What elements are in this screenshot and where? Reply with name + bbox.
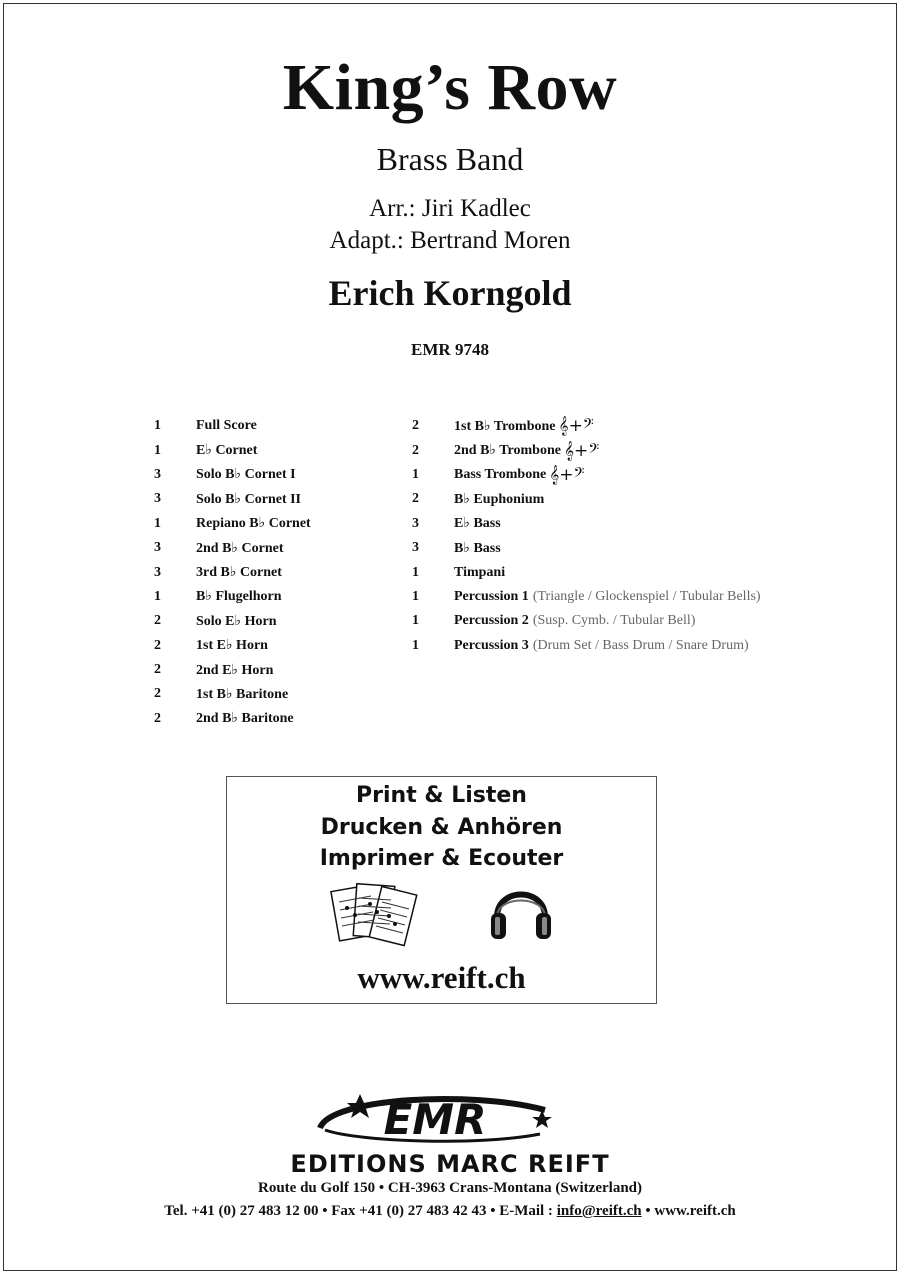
parts-list-right [412,414,761,658]
part-name: 3rd B♭ Cornet [196,565,282,581]
part-quantity: 1 [154,418,161,434]
adapter-credit: Adapt.: Bertrand Moren [329,227,571,254]
part-name: E♭ Cornet [196,443,258,459]
part-name: Percussion 1 [454,588,529,604]
part-name: 2nd B♭ Cornet [196,540,284,556]
piece-title: King’s Row [282,51,618,124]
part-quantity: 1 [412,637,419,653]
publisher-name: EDITIONS MARC REIFT [290,1150,610,1178]
part-row [412,536,761,560]
part-quantity: 3 [154,540,161,556]
part-row [412,463,761,487]
promo-line-german: Drucken & Anhören [320,815,563,840]
part-instrument-note: (Drum Set / Bass Drum / Snare Drum) [532,637,749,653]
composer-name: Erich Korngold [328,273,572,313]
part-name: Timpani [454,564,506,580]
emr-logo [310,1090,560,1150]
part-name: 2nd B♭ Trombone [454,443,561,459]
part-row [412,609,761,633]
part-row [154,658,311,682]
part-quantity: 2 [154,710,161,726]
part-row [154,536,311,560]
part-row [154,560,311,584]
part-row [154,707,311,731]
part-name: 1st B♭ Baritone [196,686,289,702]
part-name: Percussion 3 [454,637,529,653]
clef-icon: 𝄞+𝄢 [563,440,600,461]
part-instrument-note: (Triangle / Glockenspiel / Tubular Bells) [532,588,761,604]
part-row [154,634,311,658]
part-name: Full Score [196,418,257,434]
sheet-music-icon [325,880,420,950]
part-quantity: 2 [154,637,161,653]
part-row [154,414,311,438]
part-name: Solo B♭ Cornet II [196,491,301,507]
part-row [412,560,761,584]
part-name: Percussion 2 [454,613,529,629]
part-row [154,463,311,487]
emr-logo-text: EMR [383,1095,487,1144]
part-quantity: 2 [412,442,419,458]
part-row [412,414,761,438]
contact-prefix: Tel. +41 (0) 27 483 12 00 • Fax +41 (0) 27 483 42 43 • E-Mail : [164,1203,557,1219]
part-name: Repiano B♭ Cornet [196,516,311,532]
part-name: 1st B♭ Trombone [454,418,556,434]
part-quantity: 2 [412,491,419,507]
part-quantity: 1 [412,613,419,629]
part-row [154,512,311,536]
part-quantity: 1 [412,466,419,482]
part-quantity: 1 [412,588,419,604]
part-row [154,609,311,633]
part-quantity: 2 [154,662,161,678]
part-quantity: 2 [412,418,419,434]
clef-icon: 𝄞+𝄢 [549,464,585,485]
part-name: B♭ Euphonium [454,491,545,507]
part-quantity: 3 [154,564,161,580]
part-row [154,487,311,511]
part-row [412,487,761,511]
part-quantity: 3 [412,540,419,556]
part-row [412,438,761,462]
arranger-credit: Arr.: Jiri Kadlec [369,195,531,222]
headphones-icon [489,877,553,943]
ensemble-subtitle: Brass Band [376,141,524,177]
part-quantity: 2 [154,686,161,702]
part-row [412,512,761,536]
print-listen-box [226,776,657,1004]
part-row [154,438,311,462]
publisher-address: Route du Golf 150 • CH-3963 Crans-Montana (Switzerland) [258,1180,642,1196]
part-quantity: 1 [154,588,161,604]
parts-list-left [154,414,311,731]
part-quantity: 1 [412,564,419,580]
publisher-contact [0,1203,900,1220]
promo-website-link[interactable]: www.reift.ch [357,960,526,995]
part-row [412,634,761,658]
part-name: B♭ Flugelhorn [196,589,282,605]
catalog-number: EMR 9748 [411,340,489,359]
email-link[interactable]: info@reift.ch [556,1203,642,1219]
clef-icon: 𝄞+𝄢 [558,416,594,437]
part-name: 1st E♭ Horn [196,638,268,654]
contact-suffix: • www.reift.ch [641,1203,736,1219]
part-quantity: 3 [412,515,419,531]
part-name: E♭ Bass [454,516,501,532]
part-name: B♭ Bass [454,540,501,556]
part-name: 2nd E♭ Horn [196,662,274,678]
part-instrument-note: (Susp. Cymb. / Tubular Bell) [532,613,696,629]
part-row [412,585,761,609]
part-row [154,682,311,706]
part-name: Solo B♭ Cornet I [196,467,296,483]
part-quantity: 3 [154,466,161,482]
part-name: 2nd B♭ Baritone [196,711,294,727]
part-name: Solo E♭ Horn [196,613,277,629]
part-quantity: 3 [154,491,161,507]
part-name: Bass Trombone [454,466,547,482]
promo-line-english: Print & Listen [356,783,527,808]
part-row [154,585,311,609]
part-quantity: 2 [154,613,161,629]
part-quantity: 1 [154,442,161,458]
promo-line-french: Imprimer & Ecouter [319,846,564,871]
part-quantity: 1 [154,515,161,531]
